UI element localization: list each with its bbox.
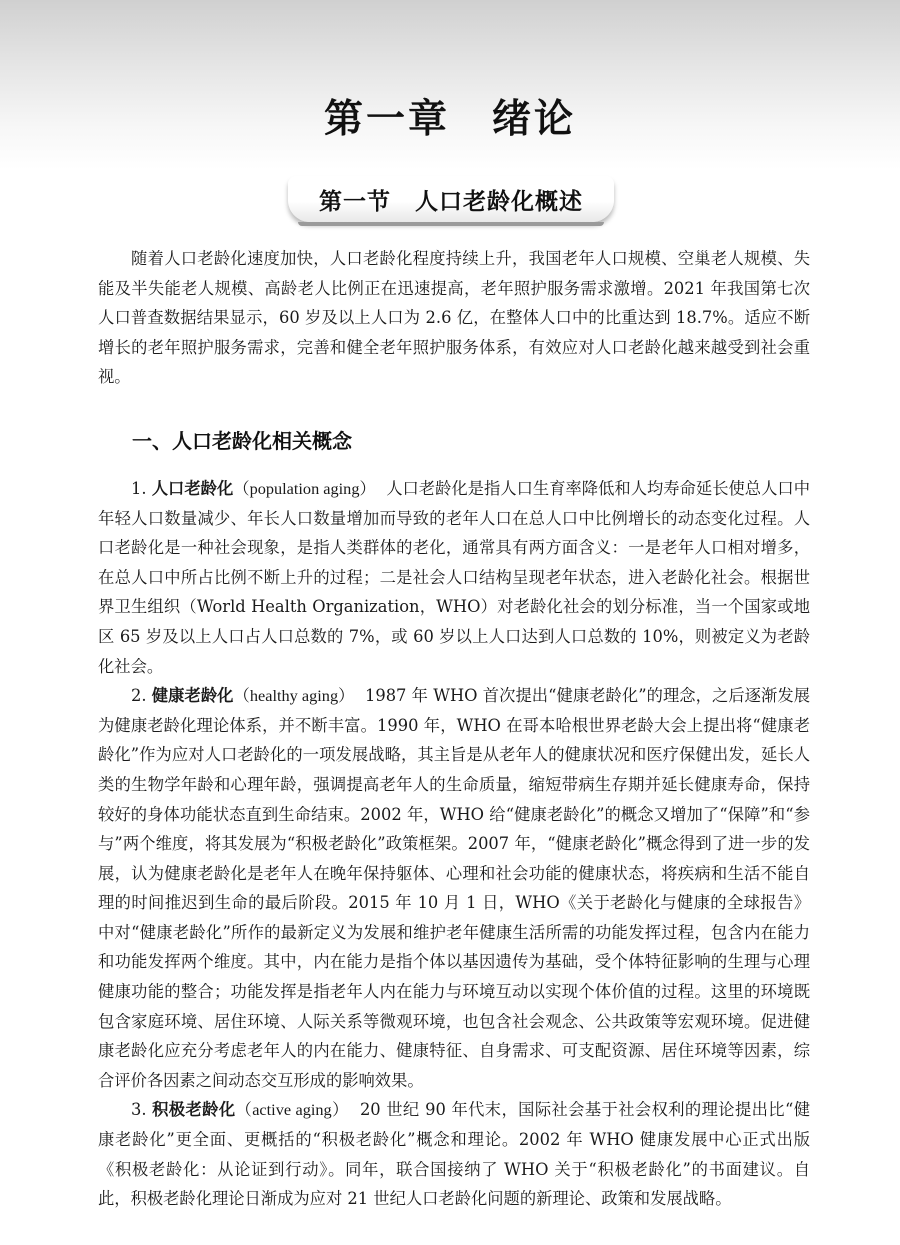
concept-paragraph-population-aging bbox=[98, 474, 810, 681]
page-body bbox=[98, 244, 810, 1214]
concept-term: 健康老龄化 bbox=[151, 686, 234, 706]
concept-paragraph-active-aging bbox=[98, 1095, 810, 1213]
concept-paragraph-healthy-aging bbox=[98, 681, 810, 1095]
concept-text: 人口老龄化是指人口生育率降低和人均寿命延长使总人口中年轻人口数量减少、年长人口数量增加而导致的老年人口在总人口中比例增长的动态变化过程。人口老龄化是一种社会现象，是指人类群体的老化，通常具有两方面含义：一是老年人口相对增多，在总人口中所占比例不断上升的过程；二是社会人口结构呈现老年状态，进入老龄化社会。根据世界卫生组织（World Health Organization，WHO）对老龄化社会的划分标准，当一个国家或地区 65 岁及以上人口占人口总数的 7%，或 60 岁以上人口达到人口总数的 10%，则被定义为老龄化社会。 bbox=[98, 478, 810, 676]
section-title-banner bbox=[288, 176, 614, 222]
subsection-heading: 一、人口老龄化相关概念 bbox=[132, 428, 352, 453]
chapter-title: 第一章 绪论 bbox=[323, 97, 576, 142]
concept-number: 2. bbox=[131, 686, 147, 706]
concept-term: 积极老龄化 bbox=[152, 1100, 236, 1120]
concept-english-term: （population aging） bbox=[233, 478, 376, 498]
intro-paragraph: 随着人口老龄化速度加快，人口老龄化程度持续上升，我国老年人口规模、空巢老人规模、失能及半失能老人规模、高龄老人比例正在迅速提高，老年照护服务需求激增。2021 年我国第七次人口普查数据结果显示，60 岁及以上人口为 2.6 亿，在整体人口中的比重达到 18.7%。适应不断增长的老年照护服务需求，完善和健全老年照护服务体系，有效应对人口老龄化越来越受到社会重视。 bbox=[98, 249, 810, 387]
concept-term: 人口老龄化 bbox=[151, 478, 234, 498]
section-title: 第一节 人口老龄化概述 bbox=[319, 189, 583, 215]
concept-number: 3. bbox=[131, 1100, 147, 1120]
concept-english-term: （healthy aging） bbox=[233, 686, 355, 706]
concept-english-term: （active aging） bbox=[235, 1100, 349, 1120]
concept-number: 1. bbox=[131, 478, 147, 498]
header-gradient-band bbox=[0, 0, 900, 170]
concept-text: 1987 年 WHO 首次提出“健康老龄化”的理念，之后逐渐发展为健康老龄化理论体系，并不断丰富。1990 年，WHO 在哥本哈根世界老龄大会上提出将“健康老龄化”作为应对人口老龄化的一项发展战略，其主旨是从老年人的健康状况和医疗保健出发，延长人类的生物学年龄和心理年龄，强调提高老年人的生命质量，缩短带病生存期并延长健康寿命，保持较好的身体功能状态直到生命结束。2002 年，WHO 给“健康老龄化”的概念又增加了“保障”和“参与”两个维度，将其发展为“积极老龄化”政策框架。2007 年，“健康老龄化”概念得到了进一步的发展，认为健康老龄化是老年人在晚年保持躯体、心理和社会功能的健康状态，将疾病和生活不能自理的时间推迟到生命的最后阶段。2015 年 10 月 1 日，WHO《关于老龄化与健康的全球报告》中对“健康老龄化”所作的最新定义为发展和维护老年健康生活所需的功能发挥过程，包含内在能力和功能发挥两个维度。其中，内在能力是指个体以基因遗传为基础，受个体特征影响的生理与心理健康功能的整合；功能发挥是指老年人内在能力与环境互动以实现个体价值的过程。这里的环境既包含家庭环境、居住环境、人际关系等微观环境，也包含社会观念、公共政策等宏观环境。促进健康老龄化应充分考虑老年人的内在能力、健康特征、自身需求、可支配资源、居住环境等因素，综合评价各因素之间动态交互形成的影响效果。 bbox=[98, 686, 810, 1090]
concept-text: 20 世纪 90 年代末，国际社会基于社会权利的理论提出比“健康老龄化”更全面、更概括的“积极老龄化”概念和理论。2002 年 WHO 健康发展中心正式出版《积极老龄化：从论证到行动》。同年，联合国接纳了 WHO 关于“积极老龄化”的书面建议。自此，积极老龄化理论日渐成为应对 21 世纪人口老龄化问题的新理论、政策和发展战略。 bbox=[98, 1100, 810, 1209]
